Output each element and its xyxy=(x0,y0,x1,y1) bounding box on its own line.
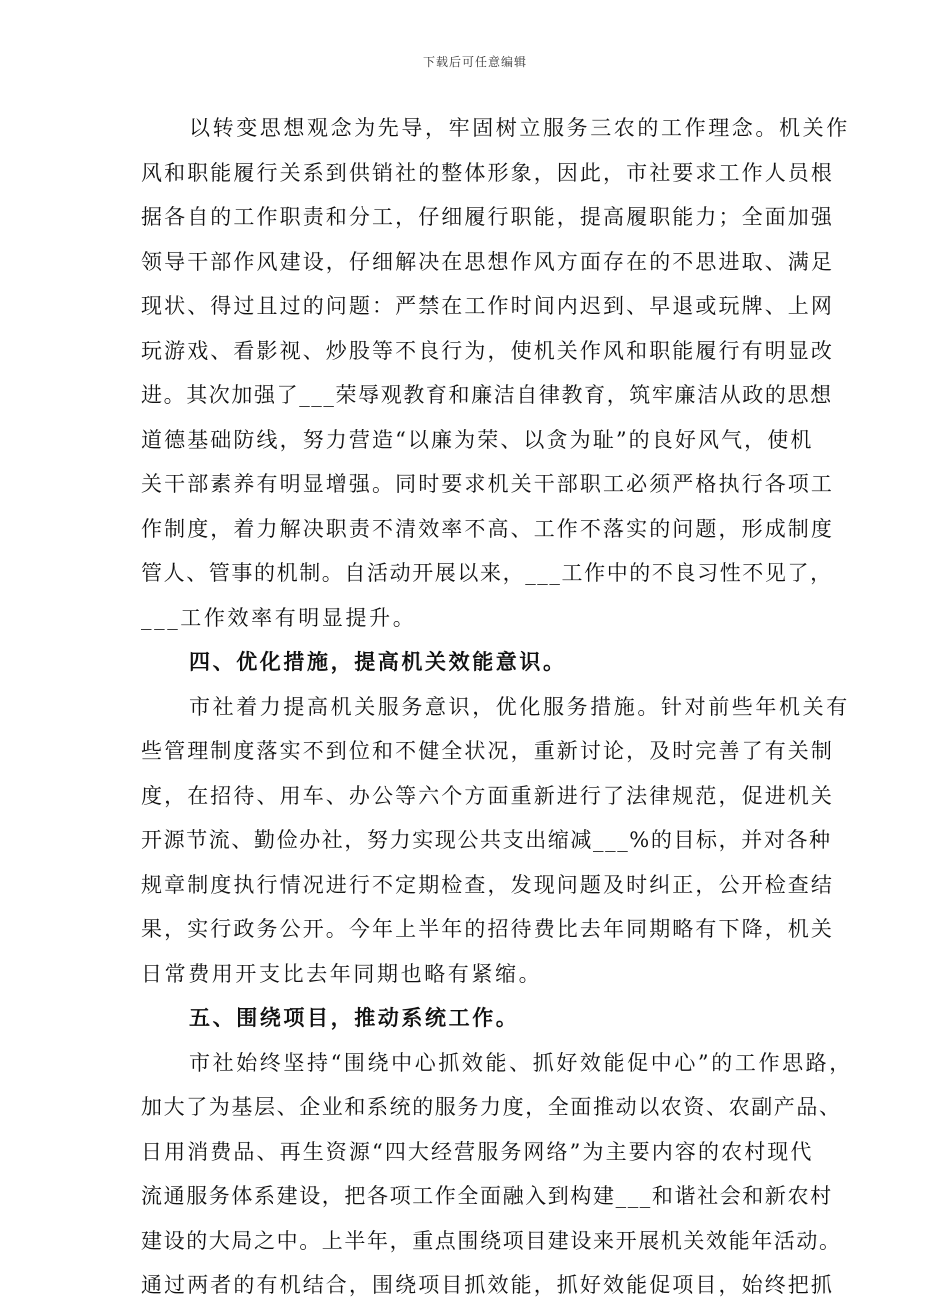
paragraph-line: 道德基础防线，努力营造“以廉为荣、以贪为耻”的良好风气，使机 xyxy=(141,427,814,452)
paragraph-line: 进。其次加强了___荣辱观教育和廉洁自律教育，筑牢廉洁从政的思想 xyxy=(141,383,833,407)
header-note: 下载后可任意编辑 xyxy=(422,55,527,69)
section-heading: 四、优化措施，提高机关效能意识。 xyxy=(189,649,567,674)
paragraph-line: 开源节流、勤俭办社，努力实现公共支出缩减___%的目标，并对各种 xyxy=(141,828,832,852)
paragraph-line: 通过两者的有机结合，围绕项目抓效能，抓好效能促项目，始终把抓 xyxy=(141,1273,834,1297)
paragraph-line: 日用消费品、再生资源“四大经营服务网络”为主要内容的农村现代 xyxy=(141,1139,814,1164)
paragraph-line: 玩游戏、看影视、炒股等不良行为，使机关作风和职能履行有明显改 xyxy=(141,338,834,363)
paragraph-line: 建设的大局之中。上半年，重点围绕项目建设来开展机关效能年活动。 xyxy=(141,1228,842,1253)
document-body xyxy=(141,106,853,1308)
paragraph-line: 据各自的工作职责和分工，仔细履行职能，提高履职能力；全面加强 xyxy=(141,205,834,229)
paragraph-line: 果，实行政务公开。今年上半年的招待费比去年同期略有下降，机关 xyxy=(141,917,834,941)
paragraph-line: 关干部素养有明显增强。同时要求机关干部职工必须严格执行各项工 xyxy=(141,472,834,496)
paragraph-line: 些管理制度落实不到位和不健全状况，重新讨论，及时完善了有关制 xyxy=(141,739,834,763)
section-heading: 五、围绕项目，推动系统工作。 xyxy=(189,1005,520,1030)
paragraph-line: 加大了为基层、企业和系统的服务力度，全面推动以农资、农副产品、 xyxy=(141,1095,842,1119)
paragraph-line: 规章制度执行情况进行不定期检查，发现问题及时纠正，公开检查结 xyxy=(141,872,834,897)
paragraph-line: 以转变思想观念为先导，牢固树立服务三农的工作理念。机关作 xyxy=(189,116,850,140)
paragraph-line: 度，在招待、用车、办公等六个方面重新进行了法律规范，促进机关 xyxy=(141,783,834,808)
paragraph-line: 管人、管事的机制。自活动开展以来，___工作中的不良习性不见了， xyxy=(141,561,833,585)
paragraph-line: 风和职能履行关系到供销社的整体形象，因此，市社要求工作人员根 xyxy=(141,160,834,185)
paragraph-line: 领导干部作风建设，仔细解决在思想作风方面存在的不思进取、满足 xyxy=(141,249,834,274)
paragraph-line: 日常费用开支比去年同期也略有紧缩。 xyxy=(141,961,543,986)
paragraph-line: 市社始终坚持“围绕中心抓效能、抓好效能促中心”的工作思路， xyxy=(189,1050,853,1075)
paragraph-line: 市社着力提高机关服务意识，优化服务措施。针对前些年机关有 xyxy=(189,694,850,719)
paragraph-line: 现状、得过且过的问题：严禁在工作时间内迟到、早退或玩牌、上网 xyxy=(141,294,834,318)
paragraph-line: 作制度，着力解决职责不清效率不高、工作不落实的问题，形成制度 xyxy=(141,516,834,541)
paragraph-line: ___工作效率有明显提升。 xyxy=(141,605,417,630)
paragraph-line: 流通服务体系建设，把各项工作全面融入到构建___和谐社会和新农村 xyxy=(141,1184,833,1208)
